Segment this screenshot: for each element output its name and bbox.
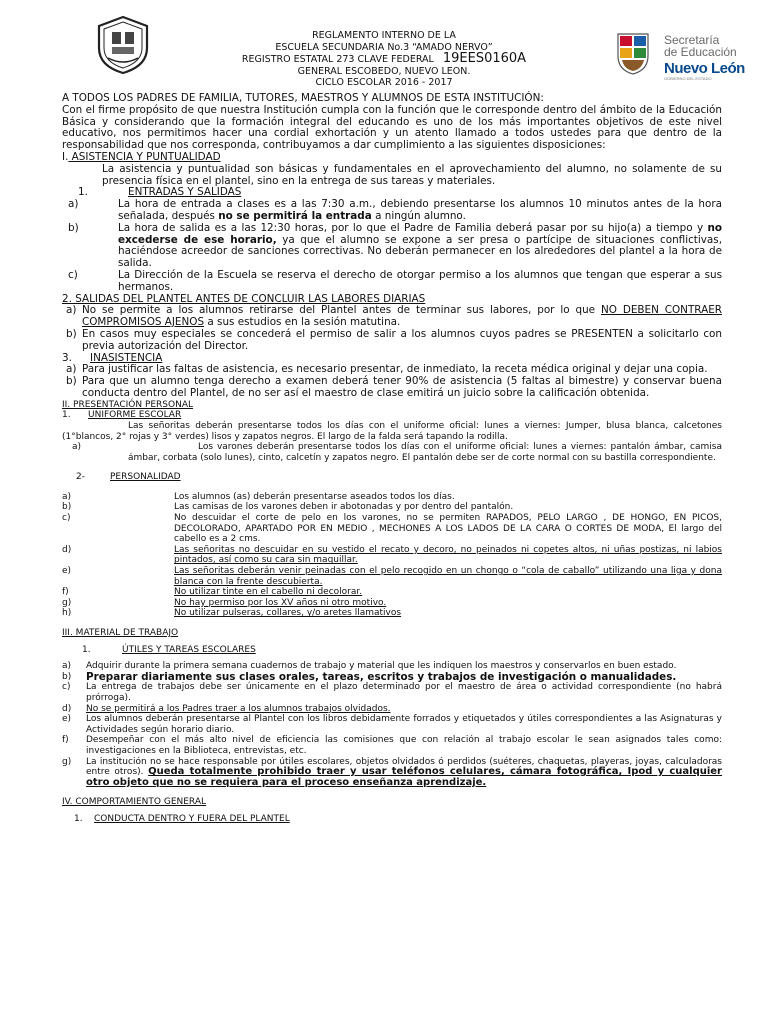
section-2-1-heading: 1. UNIFORME ESCOLAR (62, 410, 182, 421)
personalidad-item-text: No utilizar tinte en el cabello ni decolorar. (174, 587, 363, 598)
section-1-2-a: a) No se permite a los alumnos retirarse del Plantel antes de terminar sus labores, por lo que NO DEBEN CONTRAER COMPROMISOS AJENOS a sus estudios en la sesión matutina. (66, 304, 722, 329)
section-3-1-a: a) Adquirir durante la primera semana cuadernos de trabajo y material que les indiquen los maestros y conservarlos en buen estado. (62, 661, 677, 672)
personalidad-item (62, 587, 722, 598)
personalidad-item-text: No hay permiso por los XV años ni otro motivo. (174, 597, 387, 608)
personalidad-item-label: d) (62, 544, 72, 555)
section-3-1-f: f) Desempeñar con el más alto nivel de eficiencia las comisiones que con relación al trabajo escolar le sean asignados tales como: investigaciones en la Biblioteca, entrevistas, etc. (62, 735, 722, 756)
section-2-1-paragraph: Las señoritas deberán presentarse todos los días con el uniforme oficial: lunes a viernes: Jumper, blusa blanca, calcetones (1°blancos, 2° rojas y 3° verdes) lisos y zapatos negros. El largo de la falda será tapando la rodilla. (62, 420, 722, 442)
logo-text-nuevo-leon: Nuevo León (664, 60, 745, 77)
personalidad-item (62, 513, 722, 545)
intro-title: A TODOS LOS PADRES DE FAMILIA, TUTORES, MAESTROS Y ALUMNOS DE ESTA INSTITUCIÓN: (62, 92, 544, 104)
personalidad-item-text: Los alumnos (as) deberán presentarse aseados todos los días. (174, 491, 455, 502)
section-4-heading: IV. COMPORTAMIENTO GENERAL (62, 797, 206, 808)
personalidad-item-text: Las señoritas deberán venir peinadas con el pelo recogido en un chongo o “cola de caballo” utilizando una liga y dona blanca con la frente descubierta. (174, 566, 722, 587)
section-1-3-b: b) Para que un alumno tenga derecho a examen deberá tener 90% de asistencia (5 faltas al bimestre) y conservar buena conducta dentro del Plantel, de no ser así el maestro de clase emitirá un juicio sobre la calificación obtenida. (66, 375, 722, 399)
section-3-heading: III. MATERIAL DE TRABAJO (62, 628, 179, 638)
personalidad-item (62, 492, 722, 503)
personalidad-item (62, 598, 722, 609)
section-3-1-c: c) La entrega de trabajos debe ser únicamente en el plazo determinado por el maestro de área o actividad correspondiente (no habrá prórroga). (62, 682, 722, 703)
header-title: REGLAMENTO INTERNO DE LA (312, 30, 456, 41)
section-3-1-g: g) La institución no se hace responsable por útiles escolares, objetos olvidados ó perdidos (suéteres, chaquetas, playeras, joyas, calculadoras entre otros). Queda totalmente prohibido traer y usar teléfonos celulares, cámara fotográfica, Ipod y cualquier otro objeto que no se requiera para el proceso enseñanza aprendizaje. (62, 756, 722, 788)
section-1-2-heading: 2. SALIDAS DEL PLANTEL ANTES DE CONCLUIR LAS LABORES DIARIAS (62, 292, 426, 305)
personalidad-item-label: f) (62, 587, 69, 598)
personalidad-item-label: b) (62, 502, 72, 513)
personalidad-item-text: No utilizar pulseras, collares, y/o aretes llamativos (174, 608, 402, 619)
section-2-2-heading: 2- PERSONALIDAD (76, 472, 181, 483)
section-1-2-b: b) En casos muy especiales se concederá el permiso de salir a los alumnos cuyos padres se PRESENTEN a solicitarlo con previa autorización del Director. (66, 327, 722, 352)
personalidad-item-text: Las camisas de los varones deben ir abotonadas y por dentro del pantalón. (174, 502, 514, 513)
personalidad-item-label: g) (62, 597, 72, 608)
header-city: GENERAL ESCOBEDO, NUEVO LEON. (297, 65, 471, 77)
section-1-1-a: a) La hora de entrada a clases es a las 7:30 a.m., debiendo presentarse los alumnos 10 minutos antes de la hora señalada, después no se permitirá la entrada a ningún alumno. (68, 198, 722, 222)
logo-text-secretaria: Secretaría (664, 33, 720, 47)
logo-text-gobierno: GOBIERNO DEL ESTADO (664, 76, 712, 81)
document-header (0, 30, 768, 89)
section-1-1-heading: 1. ENTRADAS Y SALIDAS (78, 186, 242, 199)
header-registro (0, 53, 768, 66)
section-4-1-heading: 1. CONDUCTA DENTRO Y FUERA DEL PLANTEL (74, 813, 290, 824)
personalidad-item (62, 608, 722, 619)
section-2-heading: II. PRESENTACIÓN PERSONAL (62, 399, 194, 410)
section-3-1-b: b) Preparar diariamente sus clases orales, tareas, escritos y trabajos de investigación o manualidades. (62, 670, 677, 683)
logo-text-educacion: de Educación (664, 45, 737, 59)
header-school-name: ESCUELA SECUNDARIA No.3 “AMADO NERVO” (275, 41, 493, 53)
section-3-1-e: e) Los alumnos deberán presentarse al Plantel con los libros debidamente forrados y etiquetados y útiles correspondientes a las Asignaturas y Actividades según horario diario. (62, 714, 722, 735)
personalidad-item-label: e) (62, 566, 72, 577)
personalidad-item (62, 545, 722, 566)
intro-paragraph: Con el firme propósito de que nuestra Institución cumpla con la función que le corresponde dentro del ámbito de la Educación Básica y considerando que la formación integral del educando es uno de los más importantes objetivos de este nivel educativo, nos permitimos hacer una cordial exhortación y un atento llamado a todos ustedes para que dentro de la responsabilidad que nos corresponda, contribuyamos a dar cumplimiento a las siguientes disposiciones: (62, 103, 722, 152)
section-3-1-heading: 1. ÚTILES Y TAREAS ESCOLARES (82, 644, 256, 655)
section-1-paragraph: La asistencia y puntualidad son básicas y fundamentales en el aprovechamiento del alumno, no solamente de su presencia física en el plantel, sino en la entrega de sus tareas y materiales. (102, 162, 722, 187)
personalidad-item-label: a) (62, 491, 72, 502)
header-cycle: CICLO ESCOLAR 2016 - 2017 (315, 77, 453, 88)
header-clave: 19EES0160A (442, 51, 527, 66)
personalidad-item-label: h) (62, 608, 72, 619)
section-1-3-heading: 3. INASISTENCIA (62, 351, 163, 364)
header-registro-text: REGISTRO ESTATAL 273 CLAVE FEDERAL (241, 54, 434, 65)
section-1-3-a: a) Para justificar las faltas de asistencia, es necesario presentar, de inmediato, la receta médica original y dejar una copia. (66, 363, 708, 376)
section-3-1-d: d) No se permitirá a los Padres traer a los alumnos trabajos olvidados. (62, 703, 391, 714)
personalidad-item (62, 502, 722, 513)
personalidad-list (62, 492, 722, 619)
section-1-1-c: c) La Dirección de la Escuela se reserva el derecho de otorgar permiso a los alumnos que tengan que esperar a sus hermanos. (68, 268, 722, 293)
personalidad-item-text: No descuidar el corte de pelo en los varones, no se permiten RAPADOS, PELO LARGO , DE HONGO, EN PICOS, DECOLORADO, APARTADO POR EN MEDIO , MECHONES A LOS LADOS DE LA CARA O CORTES DE MODA, El largo del cabello es a 2 cms. (174, 513, 722, 545)
document-body (62, 93, 722, 825)
section-1-heading: I. ASISTENCIA Y PUNTUALIDAD (62, 150, 221, 163)
section-1-1-b: b) La hora de salida es a las 12:30 horas, por lo que el Padre de Familia deberá pasar por su hijo(a) a tiempo y no excederse de ese horario, ya que el alumno se expone a ser presa o partícipe de situaciones conflictivas, haciéndose acreedor de sanciones correctivas. No deberán permanecer en los alrededores del plantel a la hora de salida. (68, 221, 723, 270)
personalidad-item-text: Las señoritas no descuidar en su vestido el recato y decoro, no peinados ni copetes altos, ni uñas postizas, ni labios pintados, así como su cara sin maquillar. (174, 544, 722, 566)
personalidad-item-label: c) (62, 513, 71, 524)
section-2-1-a: a) Los varones deberán presentarse todos los días con el uniforme oficial: lunes a viernes: pantalón ámbar, camisa ámbar, corbata (solo lunes), cinto, calcetín y zapatos negro. El pantalón debe ser de corte normal con su bastilla correspondiente. (72, 442, 722, 463)
personalidad-item (62, 566, 722, 587)
